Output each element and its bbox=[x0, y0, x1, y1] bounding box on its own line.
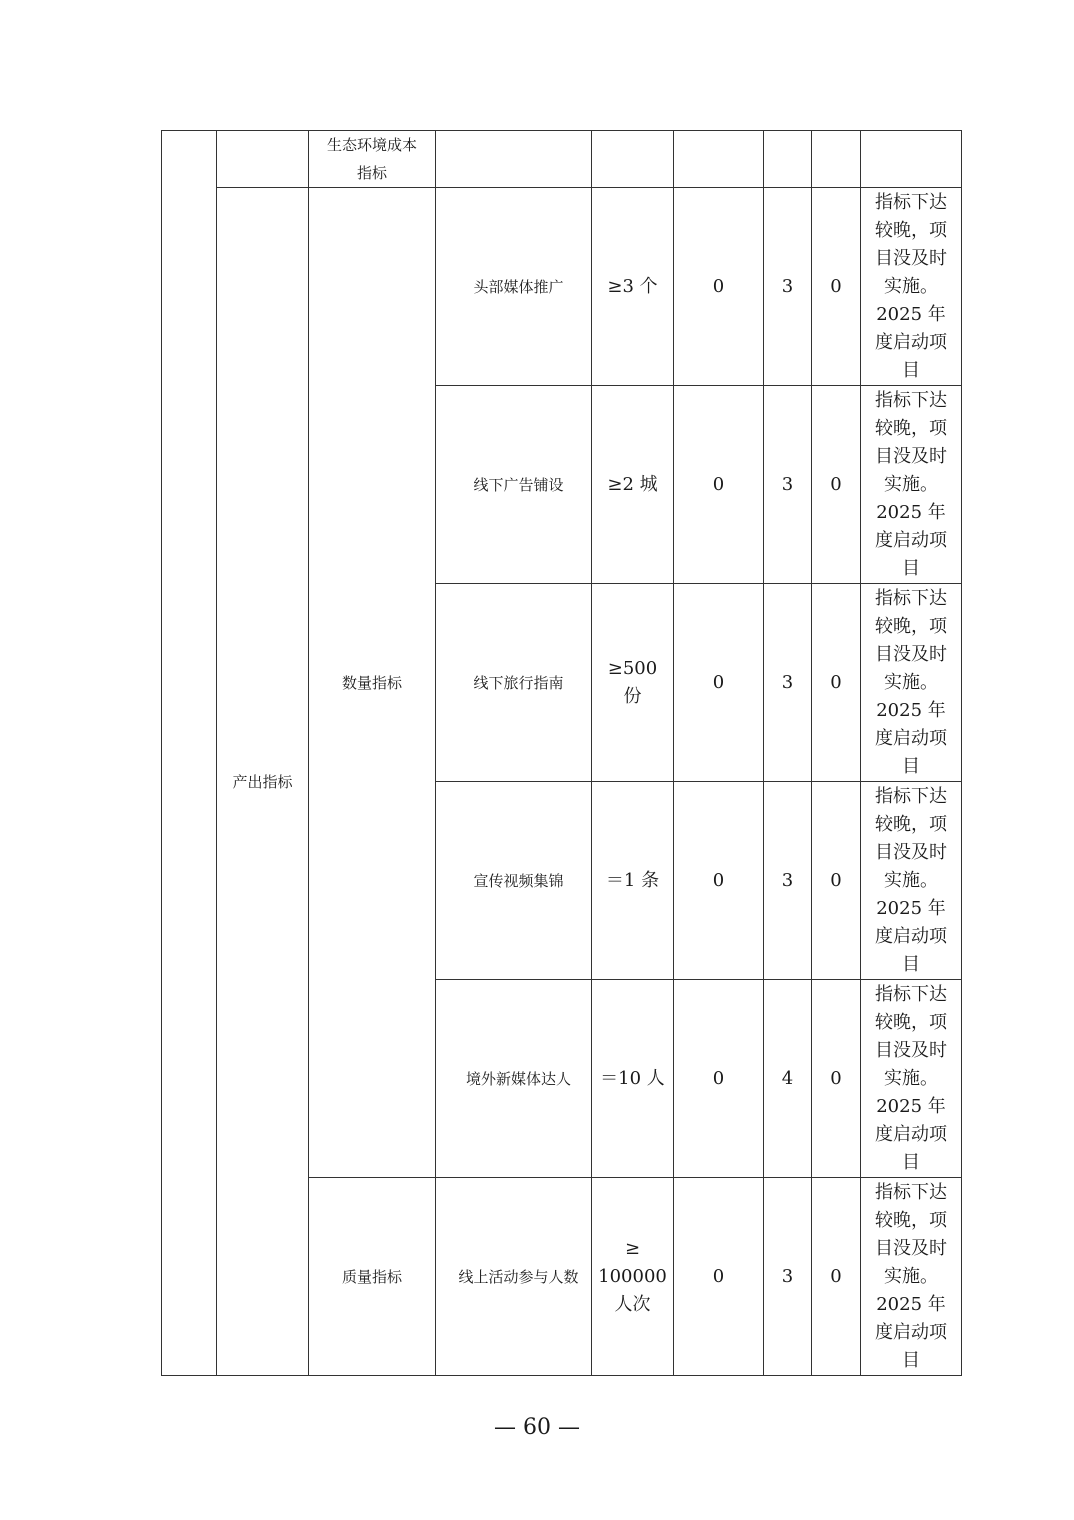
score-value: 0 bbox=[812, 584, 861, 782]
tertiary-indicator-cell bbox=[309, 131, 436, 188]
indicator-name: 宣传视频集锦 bbox=[436, 782, 592, 980]
weight-value: 3 bbox=[764, 1178, 812, 1376]
indicator-name: 头部媒体推广 bbox=[436, 188, 592, 386]
quantity-indicator-label: 数量指标 bbox=[309, 188, 436, 1178]
score-cell bbox=[812, 131, 861, 188]
actual-value: 0 bbox=[674, 1178, 764, 1376]
actual-cell bbox=[674, 131, 764, 188]
indicator-name: 线上活动参与人数 bbox=[436, 1178, 592, 1376]
tertiary-indicator-line2: 指标 bbox=[356, 164, 387, 182]
weight-value: 3 bbox=[764, 386, 812, 584]
deviation-note: 指标下达 较晚，项 目没及时 实施。 2025 年 度启动项 目 bbox=[861, 782, 962, 980]
target-value: ≥3 个 bbox=[592, 188, 674, 386]
weight-cell bbox=[764, 131, 812, 188]
actual-value: 0 bbox=[674, 386, 764, 584]
target-value: ＝1 条 bbox=[592, 782, 674, 980]
tertiary-indicator-line1: 生态环境成本 bbox=[326, 136, 417, 154]
actual-value: 0 bbox=[674, 188, 764, 386]
indicator-name: 线下广告铺设 bbox=[436, 386, 592, 584]
deviation-note: 指标下达 较晚，项 目没及时 实施。 2025 年 度启动项 目 bbox=[861, 188, 962, 386]
page-number: — 60 — bbox=[494, 1415, 580, 1440]
deviation-note: 指标下达 较晚，项 目没及时 实施。 2025 年 度启动项 目 bbox=[861, 1178, 962, 1376]
score-value: 0 bbox=[812, 980, 861, 1178]
output-indicator-category: 产出指标 bbox=[217, 188, 309, 1376]
score-value: 0 bbox=[812, 782, 861, 980]
actual-value: 0 bbox=[674, 584, 764, 782]
quality-indicator-label: 质量指标 bbox=[309, 1178, 436, 1376]
table-row bbox=[162, 131, 962, 188]
actual-value: 0 bbox=[674, 980, 764, 1178]
actual-value: 0 bbox=[674, 782, 764, 980]
first-level-indicator-cell bbox=[162, 131, 217, 1376]
weight-value: 3 bbox=[764, 782, 812, 980]
indicator-name: 境外新媒体达人 bbox=[436, 980, 592, 1178]
target-value: ≥2 城 bbox=[592, 386, 674, 584]
note-cell bbox=[861, 131, 962, 188]
weight-value: 4 bbox=[764, 980, 812, 1178]
second-level-indicator-cell bbox=[217, 131, 309, 188]
target-value: ＝10 人 bbox=[592, 980, 674, 1178]
target-cell bbox=[592, 131, 674, 188]
weight-value: 3 bbox=[764, 584, 812, 782]
indicator-name: 线下旅行指南 bbox=[436, 584, 592, 782]
weight-value: 3 bbox=[764, 188, 812, 386]
table-row bbox=[162, 188, 962, 386]
target-value: ≥500 份 bbox=[592, 584, 674, 782]
performance-indicator-table bbox=[161, 130, 962, 1376]
score-value: 0 bbox=[812, 386, 861, 584]
deviation-note: 指标下达 较晚，项 目没及时 实施。 2025 年 度启动项 目 bbox=[861, 386, 962, 584]
target-value: ≥ 100000 人次 bbox=[592, 1178, 674, 1376]
score-value: 0 bbox=[812, 1178, 861, 1376]
score-value: 0 bbox=[812, 188, 861, 386]
deviation-note: 指标下达 较晚，项 目没及时 实施。 2025 年 度启动项 目 bbox=[861, 584, 962, 782]
indicator-cell bbox=[436, 131, 592, 188]
deviation-note: 指标下达 较晚，项 目没及时 实施。 2025 年 度启动项 目 bbox=[861, 980, 962, 1178]
